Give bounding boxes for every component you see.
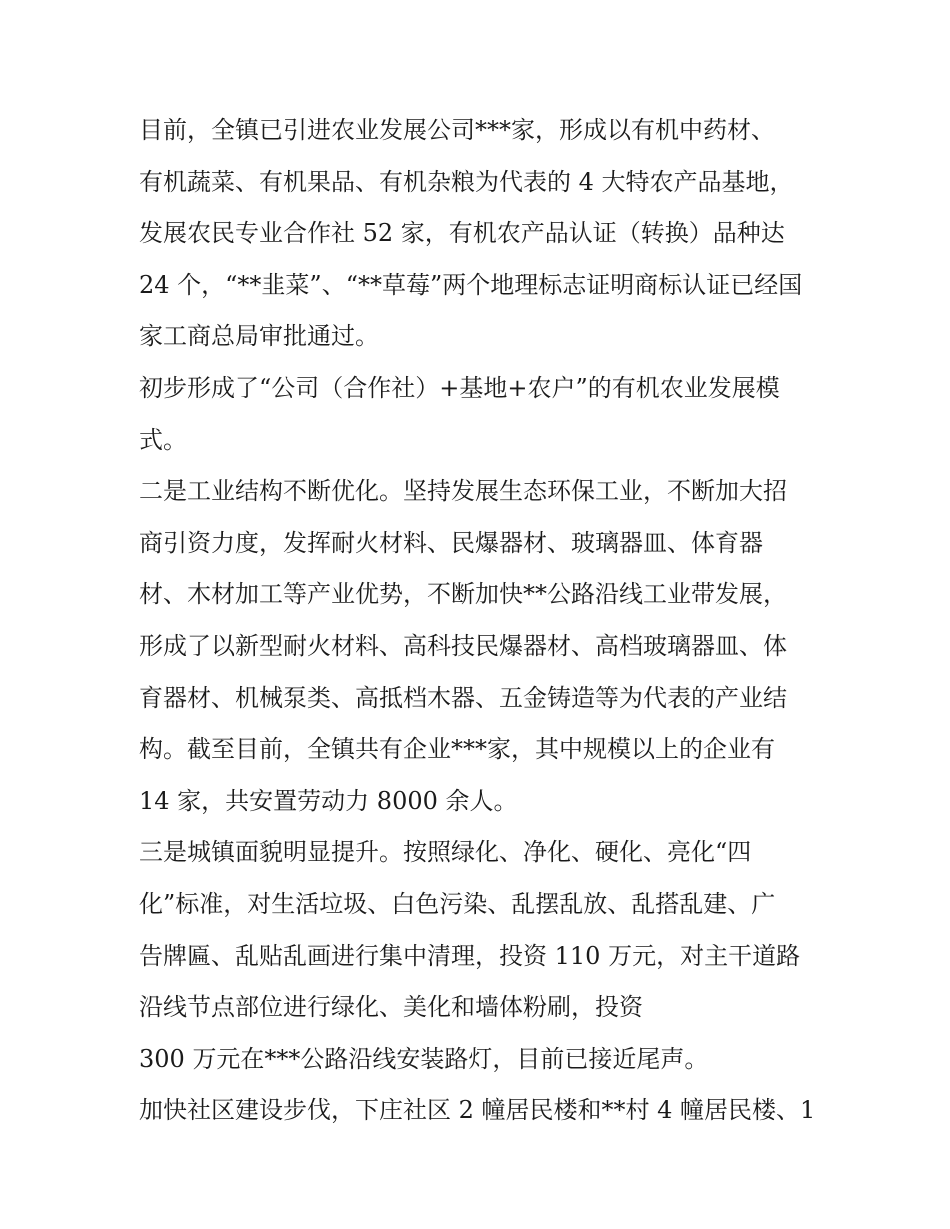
text-line-15: 三是城镇面貌明显提升。按照绿化、净化、硬化、亮化“四 <box>139 838 752 867</box>
text-line-17: 告牌匾、乱贴乱画进行集中清理，投资 110 万元，对主干道路 <box>139 941 801 970</box>
text-line-11: 形成了以新型耐火材料、高科技民爆器材、高档玻璃器皿、体 <box>139 631 787 660</box>
text-line-4: 24 个，“**韭菜”、“**草莓”两个地理标志证明商标认证已经国 <box>139 270 803 299</box>
text-line-19: 300 万元在***公路沿线安装路灯，目前已接近尾声。 <box>139 1044 709 1073</box>
text-line-18: 沿线节点部位进行绿化、美化和墙体粉刷，投资 <box>139 993 643 1022</box>
text-line-14: 14 家，共安置劳动力 8000 余人。 <box>139 786 518 815</box>
text-line-8: 二是工业结构不断优化。坚持发展生态环保工业，不断加大招 <box>139 477 787 506</box>
text-line-1: 目前，全镇已引进农业发展公司***家，形成以有机中药材、 <box>139 116 775 144</box>
text-line-3: 发展农民专业合作社 52 家，有机农产品认证（转换）品种达 <box>139 219 785 248</box>
text-line-5: 家工商总局审批通过。 <box>139 322 379 351</box>
document-body <box>139 105 819 1137</box>
text-line-12: 育器材、机械泵类、高抵档木器、五金铸造等为代表的产业结 <box>139 683 787 712</box>
text-line-10: 材、木材加工等产业优势，不断加快**公路沿线工业带发展， <box>139 580 787 609</box>
text-line-13: 构。截至目前，全镇共有企业***家，其中规模以上的企业有 <box>139 735 775 764</box>
text-line-7: 式。 <box>139 425 187 454</box>
text-line-9: 商引资力度，发挥耐火材料、民爆器材、玻璃器皿、体育器 <box>139 528 763 557</box>
text-line-2: 有机蔬菜、有机果品、有机杂粮为代表的 4 大特农产品基地， <box>139 167 794 196</box>
text-line-16: 化”标准，对生活垃圾、白色污染、乱摆乱放、乱搭乱建、广 <box>139 889 776 918</box>
text-line-20: 加快社区建设步伐，下庄社区 2 幢居民楼和**村 4 幢居民楼、1 <box>139 1096 816 1125</box>
text-line-6: 初步形成了“公司（合作社）+基地+农户”的有机农业发展模 <box>139 373 780 402</box>
